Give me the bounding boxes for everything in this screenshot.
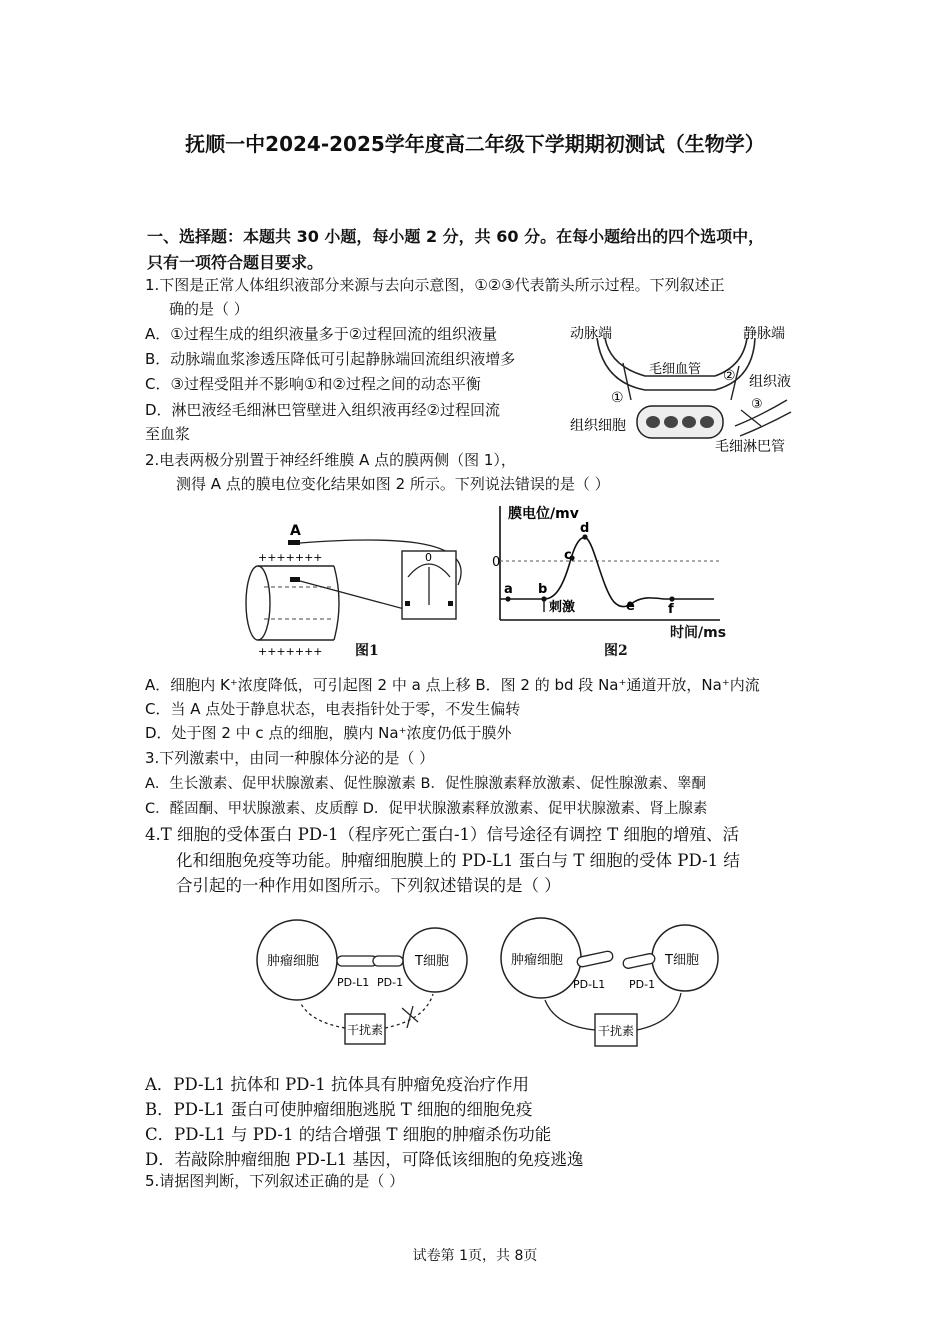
t-cell-left-label: T细胞 [415,954,449,969]
q3-stem: 3.下列激素中，由同一种腺体分泌的是（ ） [145,749,435,767]
point-a-label: a [504,582,513,597]
pd-l1-left [337,956,377,966]
pd-l1-left-label: PD-L1 [337,976,370,989]
q4-option-c: C．PD-L1 与 PD-1 的结合增强 T 细胞的肿瘤杀伤功能 [145,1125,552,1144]
galvanometer-zero: 0 [425,551,432,564]
point-e-label: e [626,599,635,614]
q1-option-d-line2: 至血浆 [145,425,191,443]
label-process-2: ② [723,368,736,384]
galvanometer-terminal-right [448,601,453,606]
pd-l1-right [576,950,613,967]
q5-stem: 5.请据图判断，下列叙述正确的是（ ） [145,1172,405,1190]
stimulus-label: 刺激 [549,600,576,615]
figure-2-caption: 图2 [604,643,628,659]
interferon-arrow-right [545,1000,595,1030]
arrow-3 [741,410,761,426]
q4-pd1-diagram [255,910,725,1060]
q1-stem-line1: 1.下图是正常人体组织液部分来源与去向示意图，①②③代表箭头所示过程。下列叙述正 [145,276,725,294]
q1-option-b: B．动脉端血浆渗透压降低可引起静脉端回流组织液增多 [145,350,516,368]
point-f-label: f [668,602,674,617]
page-title: 抚顺一中2024-2025学年度高二年级下学期期初测试（生物学） [185,132,765,156]
q4-option-a: A．PD-L1 抗体和 PD-1 抗体具有肿瘤免疫治疗作用 [145,1075,530,1094]
interferon-arrow-left [300,1002,345,1028]
point-f-marker [669,596,674,601]
tcell-secretion-arrow [637,993,681,1030]
nerve-fiber-end [246,566,270,640]
label-tissue-fluid: 组织液 [749,374,791,390]
point-d-label: d [580,521,590,536]
nerve-fiber-cut [334,566,339,640]
electrode-outer [288,540,300,545]
pd-1-left [373,956,403,966]
label-capillary: 毛细血管 [649,362,702,377]
interferon-left-label: 干扰素 [347,1023,384,1037]
wire-inner [300,581,408,610]
pd-l1-right-label: PD-L1 [573,978,606,991]
q1-option-d-line1: D．淋巴液经毛细淋巴管壁进入组织液再经②过程回流 [145,401,500,419]
galvanometer-terminal-left [405,601,410,606]
pd-1-right-label: PD-1 [629,978,656,991]
q4-option-d: D．若敲除肿瘤细胞 PD-L1 基因，可降低该细胞的免疫逃逸 [145,1150,584,1169]
label-arterial: 动脉端 [570,326,612,342]
q1-stem-line2: 确的是（ ） [169,300,249,318]
x-axis-label: 时间/ms [670,625,727,641]
plus-charges-bottom: +++++++ [258,645,323,658]
q4-stem-line3: 合引起的一种作用如图所示。下列叙述错误的是（ ） [176,876,561,895]
q1-option-a: A．①过程生成的组织液量多于②过程回流的组织液量 [145,325,498,343]
section-heading-line1: 一、选择题：本题共 30 小题，每小题 2 分，共 60 分。在每小题给出的四个选项中， [147,227,765,246]
interferon-right-label: 干扰素 [598,1024,635,1038]
t-cell-right-label: T细胞 [665,953,699,968]
q4-stem-line1: 4.T 细胞的受体蛋白 PD-1（程序死亡蛋白-1）信号途径有调控 T 细胞的增殖、活 [145,825,740,844]
tumor-cell-right-label: 肿瘤细胞 [511,953,564,968]
label-process-1: ① [611,390,624,406]
pd-1-left-label: PD-1 [377,976,404,989]
q2-option-d: D．处于图 2 中 c 点的细胞，膜内 Na⁺浓度仍低于膜外 [145,724,512,742]
q2-options-ab: A．细胞内 K⁺浓度降低，可引起图 2 中 a 点上移 B．图 2 的 bd 段 Na⁺通道开放，Na⁺内流 [145,676,760,694]
q1-capillary-diagram [565,318,795,458]
point-a-marker [505,596,510,601]
q4-stem-line2: 化和细胞免疫等功能。肿瘤细胞膜上的 PD-L1 蛋白与 T 细胞的受体 PD-1 结 [176,851,740,870]
q2-option-c: C．当 A 点处于静息状态，电表指针处于零，不发生偏转 [145,700,521,718]
plus-charges-top: +++++++ [258,551,323,564]
label-tissue-cell: 组织细胞 [570,418,626,434]
q2-stem-line2: 测得 A 点的膜电位变化结果如图 2 所示。下列说法错误的是（ ） [176,475,610,493]
q3-options-cd: C．醛固酮、甲状腺激素、皮质醇 D．促甲状腺激素释放激素、促甲状腺激素、肾上腺素 [145,801,708,817]
q2-figure-1 [240,515,490,660]
zero-tick-label: 0 [492,555,501,570]
q1-option-c: C．③过程受阻并不影响①和②过程之间的动态平衡 [145,375,481,393]
q2-stem-line1: 2.电表两极分别置于神经纤维膜 A 点的膜两侧（图 1）， [145,451,516,469]
point-b-label: b [538,582,548,597]
tumor-cell-left-label: 肿瘤细胞 [267,954,320,969]
action-potential-curve [500,538,714,607]
y-axis-label: 膜电位/mv [508,506,579,522]
point-c-label: c [564,548,572,563]
page-footer: 试卷第 1页，共 8页 [412,1248,538,1264]
pd-1-right [622,953,655,969]
electrode-inner [290,577,300,582]
section-heading-line2: 只有一项符合题目要求。 [147,253,324,272]
label-process-3: ③ [751,397,763,412]
q4-option-b: B．PD-L1 蛋白可使肿瘤细胞逃脱 T 细胞的细胞免疫 [145,1100,533,1119]
q3-options-ab: A．生长激素、促甲状腺激素、促性腺激素 B．促性腺激素释放激素、促性腺激素、睾酮 [145,776,706,792]
tissue-cells-icon [637,406,723,438]
label-venous: 静脉端 [743,326,785,342]
point-a-label: A [290,523,301,539]
figure-1-caption: 图1 [355,643,379,659]
label-lymph-vessel: 毛细淋巴管 [715,439,785,455]
